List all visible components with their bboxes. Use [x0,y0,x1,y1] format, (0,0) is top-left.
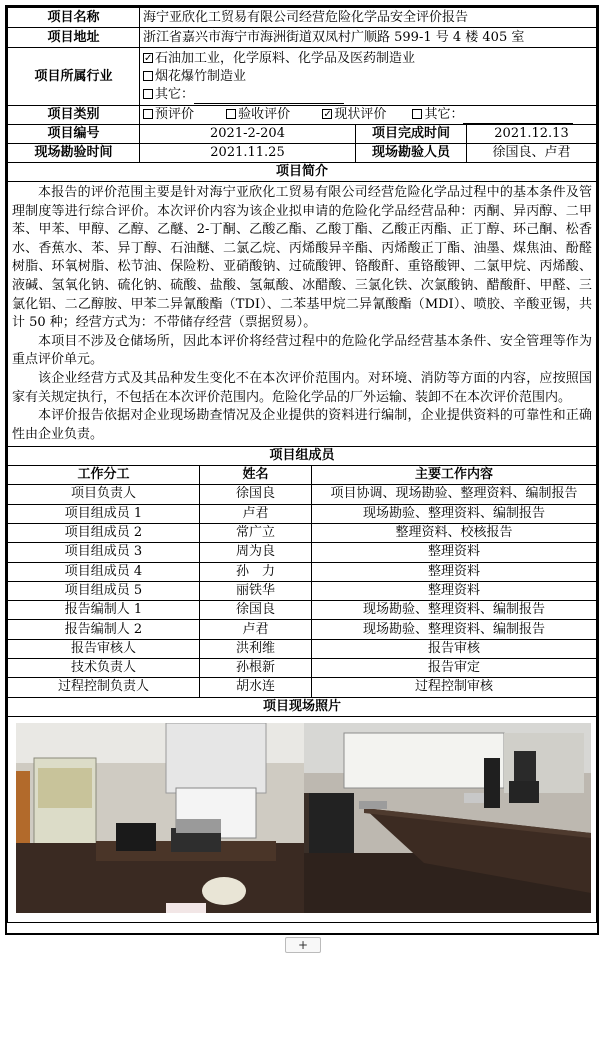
team-row [8,658,597,677]
team-member-name: 丽铁华 [200,581,312,600]
team-role: 报告审核人 [8,639,200,658]
team-member-name: 洪利维 [200,639,312,658]
category-option-acceptance[interactable]: 验收评价 [226,107,290,122]
checkbox-checked-icon[interactable] [143,53,153,63]
checkbox-icon[interactable] [226,109,236,119]
team-role: 项目组成员 2 [8,523,200,542]
team-member-name: 孙根新 [200,658,312,677]
category-option-status[interactable]: ✓ 现状评价 [322,107,386,122]
survey-people: 徐国良、卢君 [467,144,597,163]
report-page [5,5,599,935]
team-header-name: 姓名 [200,466,312,485]
label-industry: 项目所属行业 [8,48,140,106]
team-work: 整理资料、校核报告 [312,523,597,542]
intro-title: 项目简介 [8,163,597,182]
label-category: 项目类别 [8,106,140,125]
team-role: 项目组成员 1 [8,504,200,523]
team-member-name: 孙 力 [200,562,312,581]
team-role: 过程控制负责人 [8,678,200,697]
team-header-role: 工作分工 [8,466,200,485]
team-work: 现场勘验、整理资料、编制报告 [312,620,597,639]
checkbox-icon[interactable] [412,109,422,119]
team-work: 项目协调、现场勘验、整理资料、编制报告 [312,485,597,504]
team-role: 报告编制人 2 [8,620,200,639]
completion-time: 2021.12.13 [467,125,597,144]
team-work: 报告审定 [312,658,597,677]
checkbox-icon[interactable] [143,109,153,119]
team-row [8,543,597,562]
team-member-name: 常广立 [200,523,312,542]
category-options [140,106,597,125]
team-row [8,485,597,504]
label-survey-people: 现场勘验人员 [356,144,467,163]
team-row [8,523,597,542]
team-member-name: 胡水连 [200,678,312,697]
intro-paragraph: 本项目不涉及仓储场所，因此本评价将经营过程中的危险化学品经营基本条件、安全管理等作为重点评价单元。 [12,333,592,368]
team-role: 项目负责人 [8,485,200,504]
team-role: 技术负责人 [8,658,200,677]
team-row [8,678,597,697]
team-row [8,639,597,658]
industry-option-petro[interactable]: ✓石油加工业，化学原料、化学品及医药制造业 [143,50,593,68]
team-work: 整理资料 [312,581,597,600]
team-role: 项目组成员 4 [8,562,200,581]
checkbox-checked-icon[interactable] [322,109,332,119]
category-option-pre[interactable]: 预评价 [143,107,194,122]
survey-time: 2021.11.25 [140,144,356,163]
project-info-table [7,7,597,447]
photos-title: 项目现场照片 [8,697,597,716]
category-option-other[interactable]: 其它： [412,107,573,122]
checkbox-icon[interactable] [143,71,153,81]
team-work: 现场勘验、整理资料、编制报告 [312,504,597,523]
team-work: 整理资料 [312,562,597,581]
team-row [8,581,597,600]
label-completion-time: 项目完成时间 [356,125,467,144]
checkbox-icon[interactable] [143,89,153,99]
team-work: 现场勘验、整理资料、编制报告 [312,601,597,620]
label-project-address: 项目地址 [8,28,140,48]
team-work: 报告审核 [312,639,597,658]
intro-paragraph: 本报告的评价范围主要是针对海宁亚欣化工贸易有限公司经营危险化学品过程中的基本条件及管理制度等进行综合评价。本次评价内容为该企业拟申请的危险化学品经营品种：丙酮、异丙醇、二甲苯、甲苯、甲醇、乙醇、乙醚、2-丁酮、乙酸乙酯、乙酸丁酯、乙酸正丙酯、正丁醇、环己酮、松香水、香蕉水、苯、异丁醇、石油醚、二氯乙烷、丙烯酸异辛酯、丙烯酸正丁酯、油墨、煤焦油、酚醛树脂、环氧树脂、松节油、保险粉、亚硝酸钠、过硫酸钾、铬酸酐、重铬酸钾、二氯甲烷、丙烯酸、液碱、氢氧化钠、硫化钠、硫酸、盐酸、氢氟酸、冰醋酸、三氯化铁、次氯酸钠、醋酸酐、甲醛、三氯化铝、二乙醇胺、甲苯二异氰酸酯（TDI）、二苯基甲烷二异氰酸酯（MDI）、喷胶、辛酸亚锡，共计 50 种；经营方式为：不带储存经营（票据贸易）。 [12,185,592,331]
project-number: 2021-2-204 [140,125,356,144]
team-member-name: 徐国良 [200,485,312,504]
team-member-name: 卢君 [200,504,312,523]
team-member-name: 卢君 [200,620,312,639]
team-row [8,620,597,639]
team-work: 整理资料 [312,543,597,562]
team-member-name: 徐国良 [200,601,312,620]
intro-paragraph: 该企业经营方式及其品种发生变化不在本次评价范围内。对环境、消防等方面的内容，应按照国家有关规定执行，不包括在本次评价范围内。危险化学品的厂外运输、装卸不在本次评价范围内。 [12,370,592,405]
intro-text [8,182,597,447]
expand-button[interactable]: + [285,937,321,953]
site-photo-office-1 [16,723,304,913]
photos-cell [8,716,597,922]
team-row [8,601,597,620]
industry-options [140,48,597,106]
industry-option-fireworks[interactable]: 烟花爆竹制造业 [143,68,593,86]
team-row [8,504,597,523]
industry-option-other[interactable]: 其它： [143,86,593,104]
label-project-name: 项目名称 [8,8,140,28]
site-photo-office-2 [304,723,591,913]
team-title: 项目组成员 [8,447,597,466]
team-role: 项目组成员 5 [8,581,200,600]
team-table [7,446,597,922]
team-member-name: 周为良 [200,543,312,562]
team-header-work: 主要工作内容 [312,466,597,485]
team-row [8,562,597,581]
team-work: 过程控制审核 [312,678,597,697]
team-role: 项目组成员 3 [8,543,200,562]
intro-paragraph: 本评价报告依据对企业现场勘查情况及企业提供的资料进行编制，企业提供资料的可靠性和正确性由企业负责。 [12,408,592,442]
project-name: 海宁亚欣化工贸易有限公司经营危险化学品安全评价报告 [140,8,597,28]
label-survey-time: 现场勘验时间 [8,144,140,163]
project-address: 浙江省嘉兴市海宁市海洲街道双凤村广顺路 599-1 号 4 楼 405 室 [140,28,597,48]
team-role: 报告编制人 1 [8,601,200,620]
label-project-number: 项目编号 [8,125,140,144]
